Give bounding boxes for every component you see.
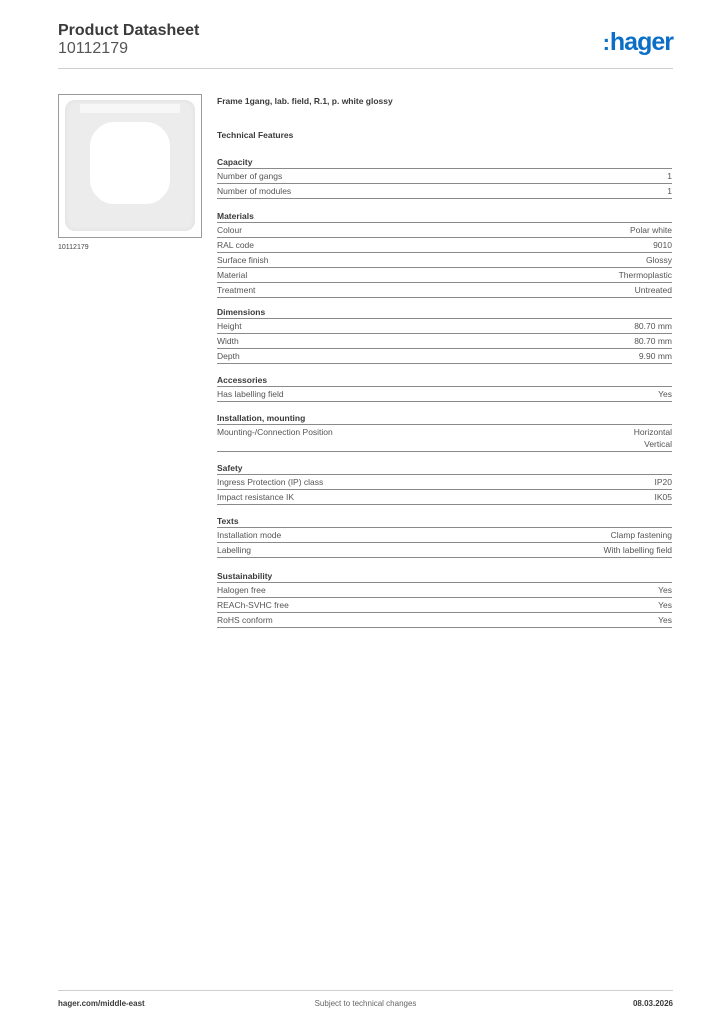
spec-row [217, 253, 672, 268]
spec-value [634, 335, 672, 347]
section-title: Texts [217, 514, 672, 528]
spec-value-line: IK05 [654, 492, 672, 502]
footer-date: 08.03.2026 [632, 999, 673, 1008]
spec-value [639, 350, 672, 362]
spec-value [655, 476, 673, 488]
spec-label: Ingress Protection (IP) class [217, 477, 324, 487]
spec-value [634, 426, 672, 450]
spec-row [217, 349, 672, 364]
section-title: Dimensions [217, 305, 672, 319]
spec-row [217, 425, 672, 452]
hager-logo: :hager [602, 28, 673, 56]
spec-value-line: Yes [658, 615, 672, 625]
spec-row [217, 238, 672, 253]
spec-label: Number of gangs [217, 171, 283, 181]
spec-row [217, 543, 672, 558]
spec-value-line: 9.90 mm [638, 351, 672, 361]
spec-value-line: Clamp fastening [610, 530, 672, 540]
spec-section [217, 461, 672, 505]
spec-value [634, 320, 672, 332]
spec-value [611, 529, 672, 541]
spec-value [658, 584, 672, 596]
spec-section [217, 514, 672, 558]
spec-value-line: 1 [667, 171, 672, 181]
spec-label: RoHS conform [217, 615, 273, 625]
spec-label: RAL code [217, 240, 255, 250]
spec-label: Impact resistance IK [217, 492, 295, 502]
spec-label: Treatment [217, 285, 256, 295]
spec-section [217, 305, 672, 364]
spec-value [655, 491, 673, 503]
spec-value-line: Polar white [629, 225, 672, 235]
label-field [80, 104, 180, 113]
image-caption: 10112179 [58, 244, 89, 251]
spec-value [667, 170, 672, 182]
frame-opening [90, 122, 170, 204]
section-title: Sustainability [217, 569, 672, 583]
footer-notice: Subject to technical changes [314, 999, 417, 1008]
spec-value-line: Yes [658, 600, 672, 610]
spec-value [603, 544, 672, 556]
spec-row [217, 319, 672, 334]
document-number: 10112179 [58, 40, 128, 57]
spec-value [635, 284, 672, 296]
section-title: Materials [217, 209, 672, 223]
spec-row [217, 583, 672, 598]
spec-value-line: 80.70 mm [634, 336, 672, 346]
spec-label: Width [217, 336, 239, 346]
spec-value [667, 185, 672, 197]
spec-label: Number of modules [217, 186, 292, 196]
spec-row [217, 598, 672, 613]
spec-value [658, 388, 672, 400]
spec-value-line: Glossy [646, 255, 672, 265]
features-heading: Technical Features [217, 130, 294, 140]
spec-section [217, 209, 672, 298]
spec-value [653, 239, 672, 251]
section-title: Installation, mounting [217, 411, 672, 425]
spec-label: Mounting-/Connection Position [217, 427, 333, 437]
spec-value-line: Untreated [634, 285, 672, 295]
spec-label: Labelling [217, 545, 252, 555]
spec-row [217, 268, 672, 283]
spec-value-line: Horizontal [633, 427, 672, 437]
spec-value-line: Thermoplastic [618, 270, 672, 280]
spec-label: Colour [217, 225, 243, 235]
spec-label: Depth [217, 351, 240, 361]
spec-value-line: Yes [658, 585, 672, 595]
document-title: Product Datasheet [58, 22, 200, 39]
frame-illustration [65, 100, 195, 231]
spec-section [217, 411, 672, 452]
spec-row [217, 387, 672, 402]
spec-row [217, 528, 672, 543]
spec-value-line: With labelling field [603, 545, 672, 555]
spec-label: Installation mode [217, 530, 282, 540]
spec-value [619, 269, 672, 281]
page-footer [58, 990, 673, 1012]
spec-section [217, 155, 672, 199]
product-image [58, 94, 202, 238]
page-header [58, 22, 673, 69]
spec-value-line: Vertical [644, 439, 672, 449]
spec-label: Halogen free [217, 585, 266, 595]
spec-label: Material [217, 270, 248, 280]
spec-row [217, 475, 672, 490]
spec-row [217, 613, 672, 628]
product-name: Frame 1gang, lab. field, R.1, p. white glossy [217, 96, 393, 106]
section-title: Capacity [217, 155, 672, 169]
spec-section [217, 373, 672, 402]
spec-row [217, 334, 672, 349]
spec-value-line: 80.70 mm [634, 321, 672, 331]
spec-value-line: 9010 [653, 240, 672, 250]
spec-row [217, 223, 672, 238]
spec-label: Surface finish [217, 255, 269, 265]
spec-value [646, 254, 672, 266]
spec-value [630, 224, 672, 236]
footer-website[interactable]: hager.com/middle-east [58, 999, 145, 1008]
spec-value-line: 1 [667, 186, 672, 196]
spec-section [217, 569, 672, 628]
spec-value [658, 614, 672, 626]
spec-label: REACh-SVHC free [217, 600, 289, 610]
spec-row [217, 184, 672, 199]
spec-row [217, 283, 672, 298]
spec-value-line: IP20 [654, 477, 672, 487]
logo-text: hager [609, 28, 673, 56]
spec-value [658, 599, 672, 611]
spec-label: Height [217, 321, 242, 331]
section-title: Safety [217, 461, 672, 475]
spec-label: Has labelling field [217, 389, 284, 399]
section-title: Accessories [217, 373, 672, 387]
spec-value-line: Yes [658, 389, 672, 399]
spec-row [217, 490, 672, 505]
spec-row [217, 169, 672, 184]
